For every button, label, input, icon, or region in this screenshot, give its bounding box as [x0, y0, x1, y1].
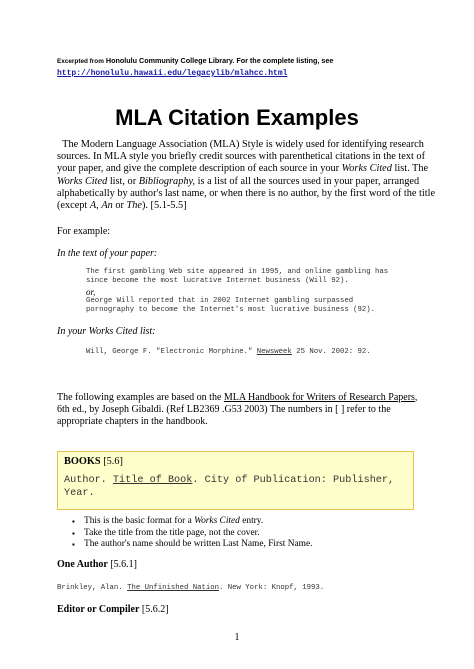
books-format [64, 475, 409, 500]
example-line: The first gambling Web site appeared in 1995, and online gambling has [86, 268, 389, 276]
intro-text: list, or [107, 175, 139, 187]
in-text-label-text: In the text of your paper: [57, 248, 158, 259]
citation-text: 25 Nov. 2002: 92. [291, 348, 371, 356]
citation-title: The Unfinished Nation [127, 584, 220, 592]
bullet-italic: Works Cited [194, 516, 240, 526]
intro-paragraph [57, 139, 437, 212]
citation-text: Brinkley, Alan. [57, 584, 128, 592]
format-author: Author. [64, 475, 113, 486]
intro-text: or [112, 200, 127, 212]
source-link[interactable]: http://honolulu.hawaii.edu/legacylib/mlahcc.html [57, 69, 288, 78]
example-line: pornography to become the Internet's most lucrative business (92). [86, 305, 376, 314]
page-number: 1 [234, 632, 240, 643]
intro-works-cited: Works Cited [57, 175, 108, 187]
books-heading [64, 456, 123, 467]
page-title: MLA Citation Examples [115, 105, 359, 130]
works-cited-label-text: In your Works Cited list: [57, 326, 156, 337]
citation-text: Will, George F. "Electronic Morphine." [86, 348, 257, 356]
excerpt-prefix: Excerpted from [57, 58, 104, 65]
intro-text: list. The [391, 163, 429, 175]
for-example-label: For example: [57, 226, 111, 237]
works-cited-label [57, 326, 156, 338]
editor-ref: [5.6.2] [139, 604, 169, 615]
works-cited-example [86, 348, 371, 357]
intro-text: is a list of all the sources used in your paper, arranged alphabetically by author's last name, or when there is no author, by the first word of the title (except [57, 175, 436, 212]
handbook-title-link[interactable]: MLA Handbook for Writers of Research Papers [223, 392, 415, 403]
intro-text: ). [5.1-5.5] [141, 200, 187, 212]
books-heading-text: BOOKS [64, 456, 101, 467]
intro-article: A, [89, 200, 99, 212]
in-text-example [86, 268, 388, 315]
handbook-paragraph [57, 392, 419, 428]
list-item: ▪ Take the title from the title page, not the cover. [72, 528, 312, 540]
format-rest: . City of Publication: Publisher, Year. [64, 475, 395, 499]
excerpt-text: Honolulu Community College Library. For the complete listing, see [105, 56, 334, 65]
citation-source: Newsweek [256, 348, 292, 356]
books-notes-list [72, 516, 312, 551]
list-item: ▪ The author's name should be written Last Name, First Name. [72, 539, 312, 551]
example-line: George Will reported that in 2002 Internet gambling surpassed [86, 296, 354, 305]
one-author-heading-text: One Author [57, 559, 108, 570]
one-author-ref: [5.6.1] [107, 559, 138, 570]
books-ref: [5.6] [100, 456, 123, 467]
bullet-text: entry. [239, 516, 264, 526]
bullet-text: This is the basic format for a [84, 516, 195, 526]
citation-text: . New York: Knopf, 1993. [219, 584, 325, 592]
in-text-label [57, 248, 157, 260]
one-author-example [57, 584, 324, 593]
excerpt-note [57, 55, 437, 79]
intro-text: The Modern Language Association (MLA) Style is widely used for identifying research sources. In MLA style you briefly credit sources with parenthetical citations in the text of your paper, and give the complete description of each source in your [57, 139, 426, 175]
handbook-text: , 6th ed., by Joseph Gibaldi. (Ref LB2369 .G53 2003) The numbers in [ ] refer to the appropriate chapters in the handbook. [57, 392, 418, 427]
example-or: or, [86, 286, 96, 297]
intro-article: An [101, 200, 113, 212]
list-item [72, 516, 312, 528]
format-title: Title of Book [112, 475, 193, 486]
handbook-text: The following examples are based on the [57, 392, 224, 403]
books-format-box [57, 451, 414, 510]
example-line: since become the most lucrative Internet business (Will 92). [86, 277, 349, 286]
intro-works-cited: Works Cited [341, 163, 392, 175]
one-author-heading [57, 559, 137, 571]
editor-heading-text: Editor or Compiler [57, 604, 140, 615]
editor-heading [57, 604, 169, 616]
intro-bibliography: Bibliography, [138, 175, 196, 187]
intro-article: The [126, 200, 142, 212]
